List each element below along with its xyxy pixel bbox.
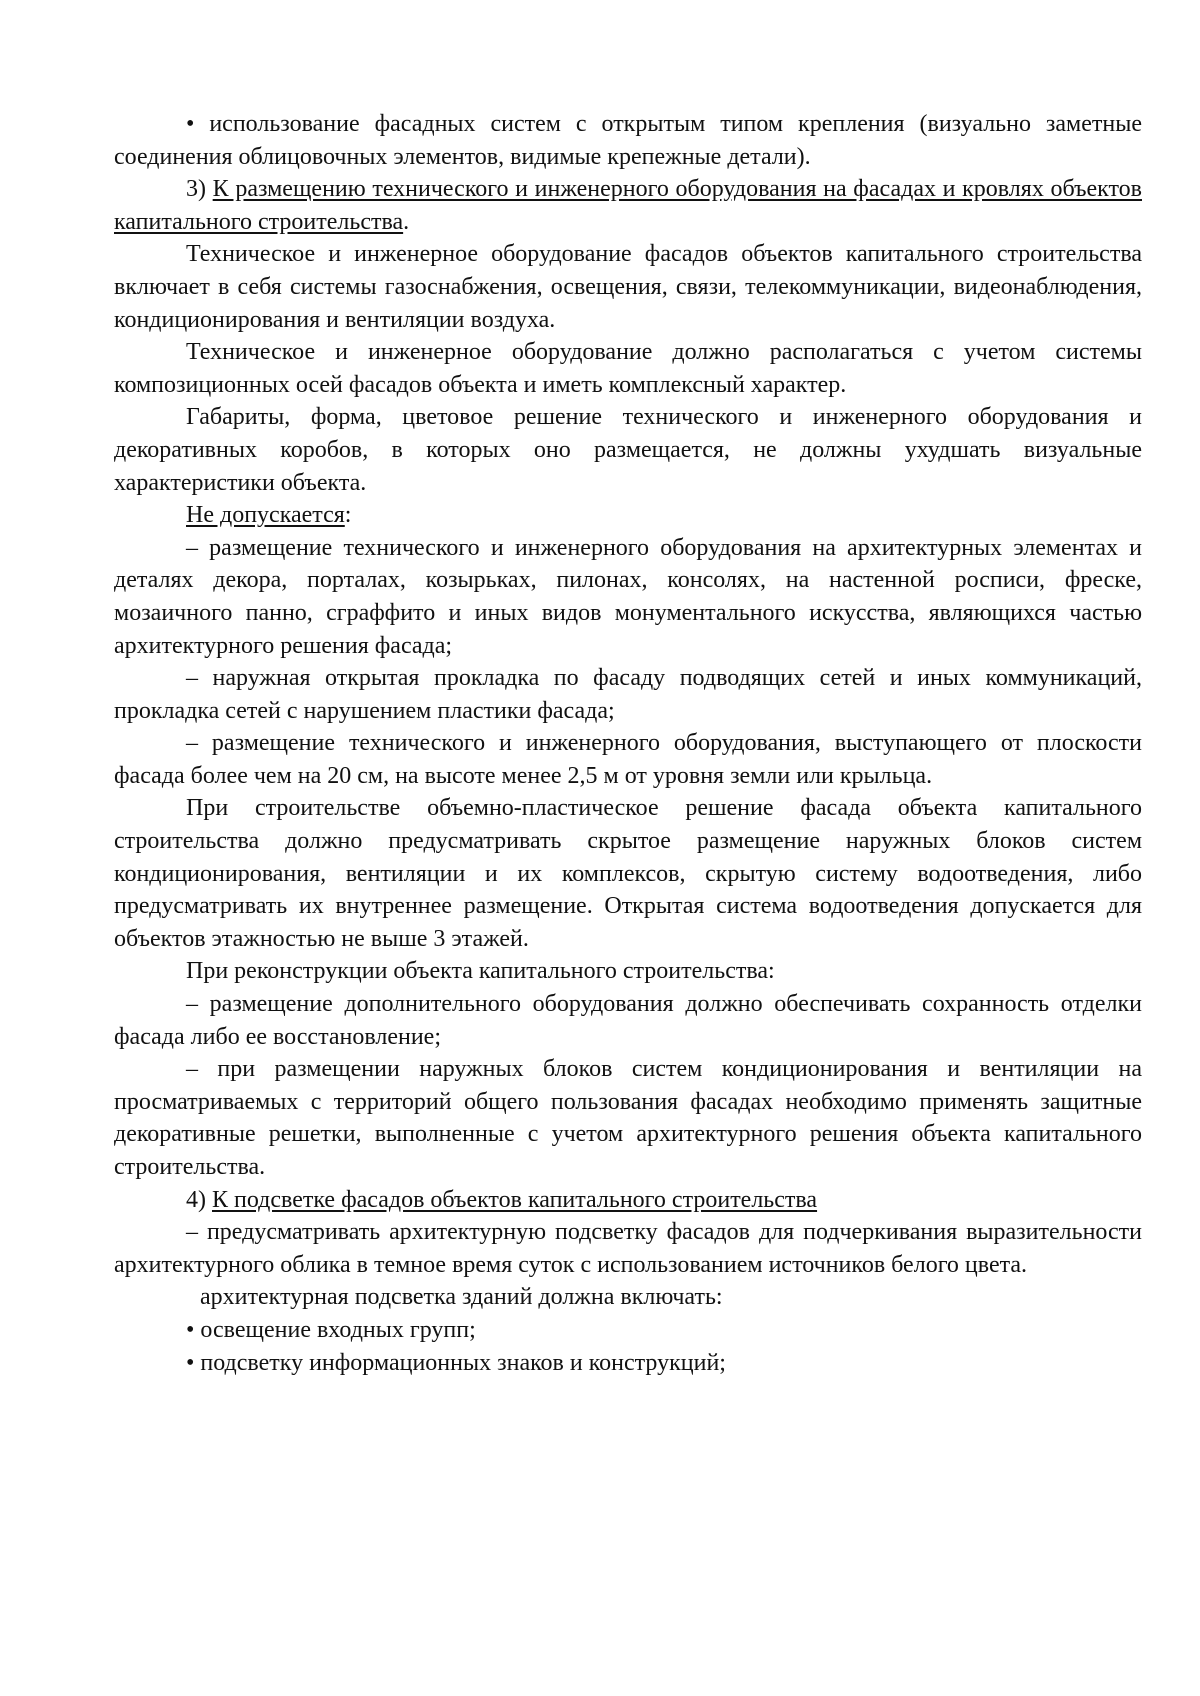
document-page — [114, 108, 1142, 1379]
paragraph-text: Техническое и инженерное оборудование должно располагаться с учетом системы композиционных осей фасадов объекта и иметь комплексный характер. — [114, 339, 1142, 398]
paragraph-text: Техническое и инженерное оборудование фасадов объектов капитального строительства включает в себя системы газоснабжения, освещения, связи, телекоммуникации, видеонаблюдения, кондиционирования и вентиляции воздуха. — [114, 241, 1142, 333]
section-title: К подсветке фасадов объектов капитального строительства — [212, 1186, 818, 1213]
list-item-text: • освещение входных групп; — [186, 1316, 476, 1343]
paragraph-equipment-placement — [114, 336, 1142, 401]
paragraph-bullet-open-fastening — [114, 108, 1142, 173]
list-item-open-routing — [114, 662, 1142, 727]
section-number: 3) — [186, 176, 213, 203]
paragraph-text: • использование фасадных систем с открытым типом крепления (визуально заметные соединения облицовочных элементов, видимые крепежные детали). — [114, 111, 1142, 170]
section-heading-4 — [114, 1184, 1142, 1217]
section-title-end: . — [403, 208, 410, 235]
paragraph-construction — [114, 792, 1142, 955]
list-item-text: – при размещении наружных блоков систем кондиционирования и вентиляции на просматриваемых с территорий общего пользования фасадах необходимо применять защитные декоративные решетки, выполненные с учетом архитектурного решения объекта капитального строительства. — [114, 1056, 1142, 1180]
paragraph-text: При строительстве объемно-пластическое решение фасада объекта капитального строительства должно предусматривать скрытое размещение наружных блоков систем кондиционирования, вентиляции и их комплексов, скрытую систему водоотведения, либо предусматривать их внутреннее размещение. Открытая система водоотведения допускается для объектов этажностью не выше 3 этажей. — [114, 795, 1142, 952]
paragraph-equipment-includes — [114, 238, 1142, 336]
list-item-text: – наружная открытая прокладка по фасаду подводящих сетей и иных коммуникаций, прокладка сетей с нарушением пластики фасада; — [114, 665, 1142, 724]
list-item-text: – размещение дополнительного оборудования должно обеспечивать сохранность отделки фасада либо ее восстановление; — [114, 991, 1142, 1050]
list-item-entrance-lighting — [114, 1314, 1142, 1347]
paragraph-text: Габариты, форма, цветовое решение технического и инженерного оборудования и декоративных коробов, в которых оно размещается, не должны ухудшать визуальные характеристики объекта. — [114, 404, 1142, 496]
list-item-text: • подсветку информационных знаков и конструкций; — [186, 1349, 726, 1376]
list-item-architectural-lighting — [114, 1216, 1142, 1281]
list-item-sign-lighting — [114, 1347, 1142, 1380]
list-item-protrusion — [114, 727, 1142, 792]
not-allowed-colon: : — [344, 502, 352, 529]
paragraph-text: архитектурная подсветка зданий должна включать: — [200, 1284, 723, 1311]
list-item-decor-placement — [114, 532, 1142, 662]
section-number: 4) — [186, 1186, 212, 1213]
section-heading-3 — [114, 173, 1142, 238]
list-item-text: – размещение технического и инженерного оборудования на архитектурных элементах и деталях декора, порталах, козырьках, пилонах, консолях, на настенной росписи, фреске, мозаичного панно, сграффито и иных видов монументального искусства, являющихся частью архитектурного решения фасада; — [114, 534, 1142, 659]
paragraph-lighting-should-include — [114, 1281, 1142, 1314]
paragraph-reconstruction — [114, 955, 1142, 988]
list-item-protective-grilles — [114, 1053, 1142, 1183]
paragraph-text: При реконструкции объекта капитального строительства: — [186, 958, 775, 985]
list-item-text: – предусматривать архитектурную подсветку фасадов для подчеркивания выразительности архитектурного облика в темное время суток с использованием источников белого цвета. — [114, 1219, 1142, 1278]
paragraph-not-allowed-heading — [114, 499, 1142, 532]
list-item-additional-equipment — [114, 988, 1142, 1053]
section-title: К размещению технического и инженерного оборудования на фасадах и кровлях объектов капитального строительства — [114, 176, 1142, 235]
not-allowed-label: Не допускается — [186, 502, 345, 529]
list-item-text: – размещение технического и инженерного оборудования, выступающего от плоскости фасада более чем на 20 см, на высоте менее 2,5 м от уровня земли или крыльца. — [114, 730, 1142, 789]
paragraph-dimensions — [114, 401, 1142, 499]
